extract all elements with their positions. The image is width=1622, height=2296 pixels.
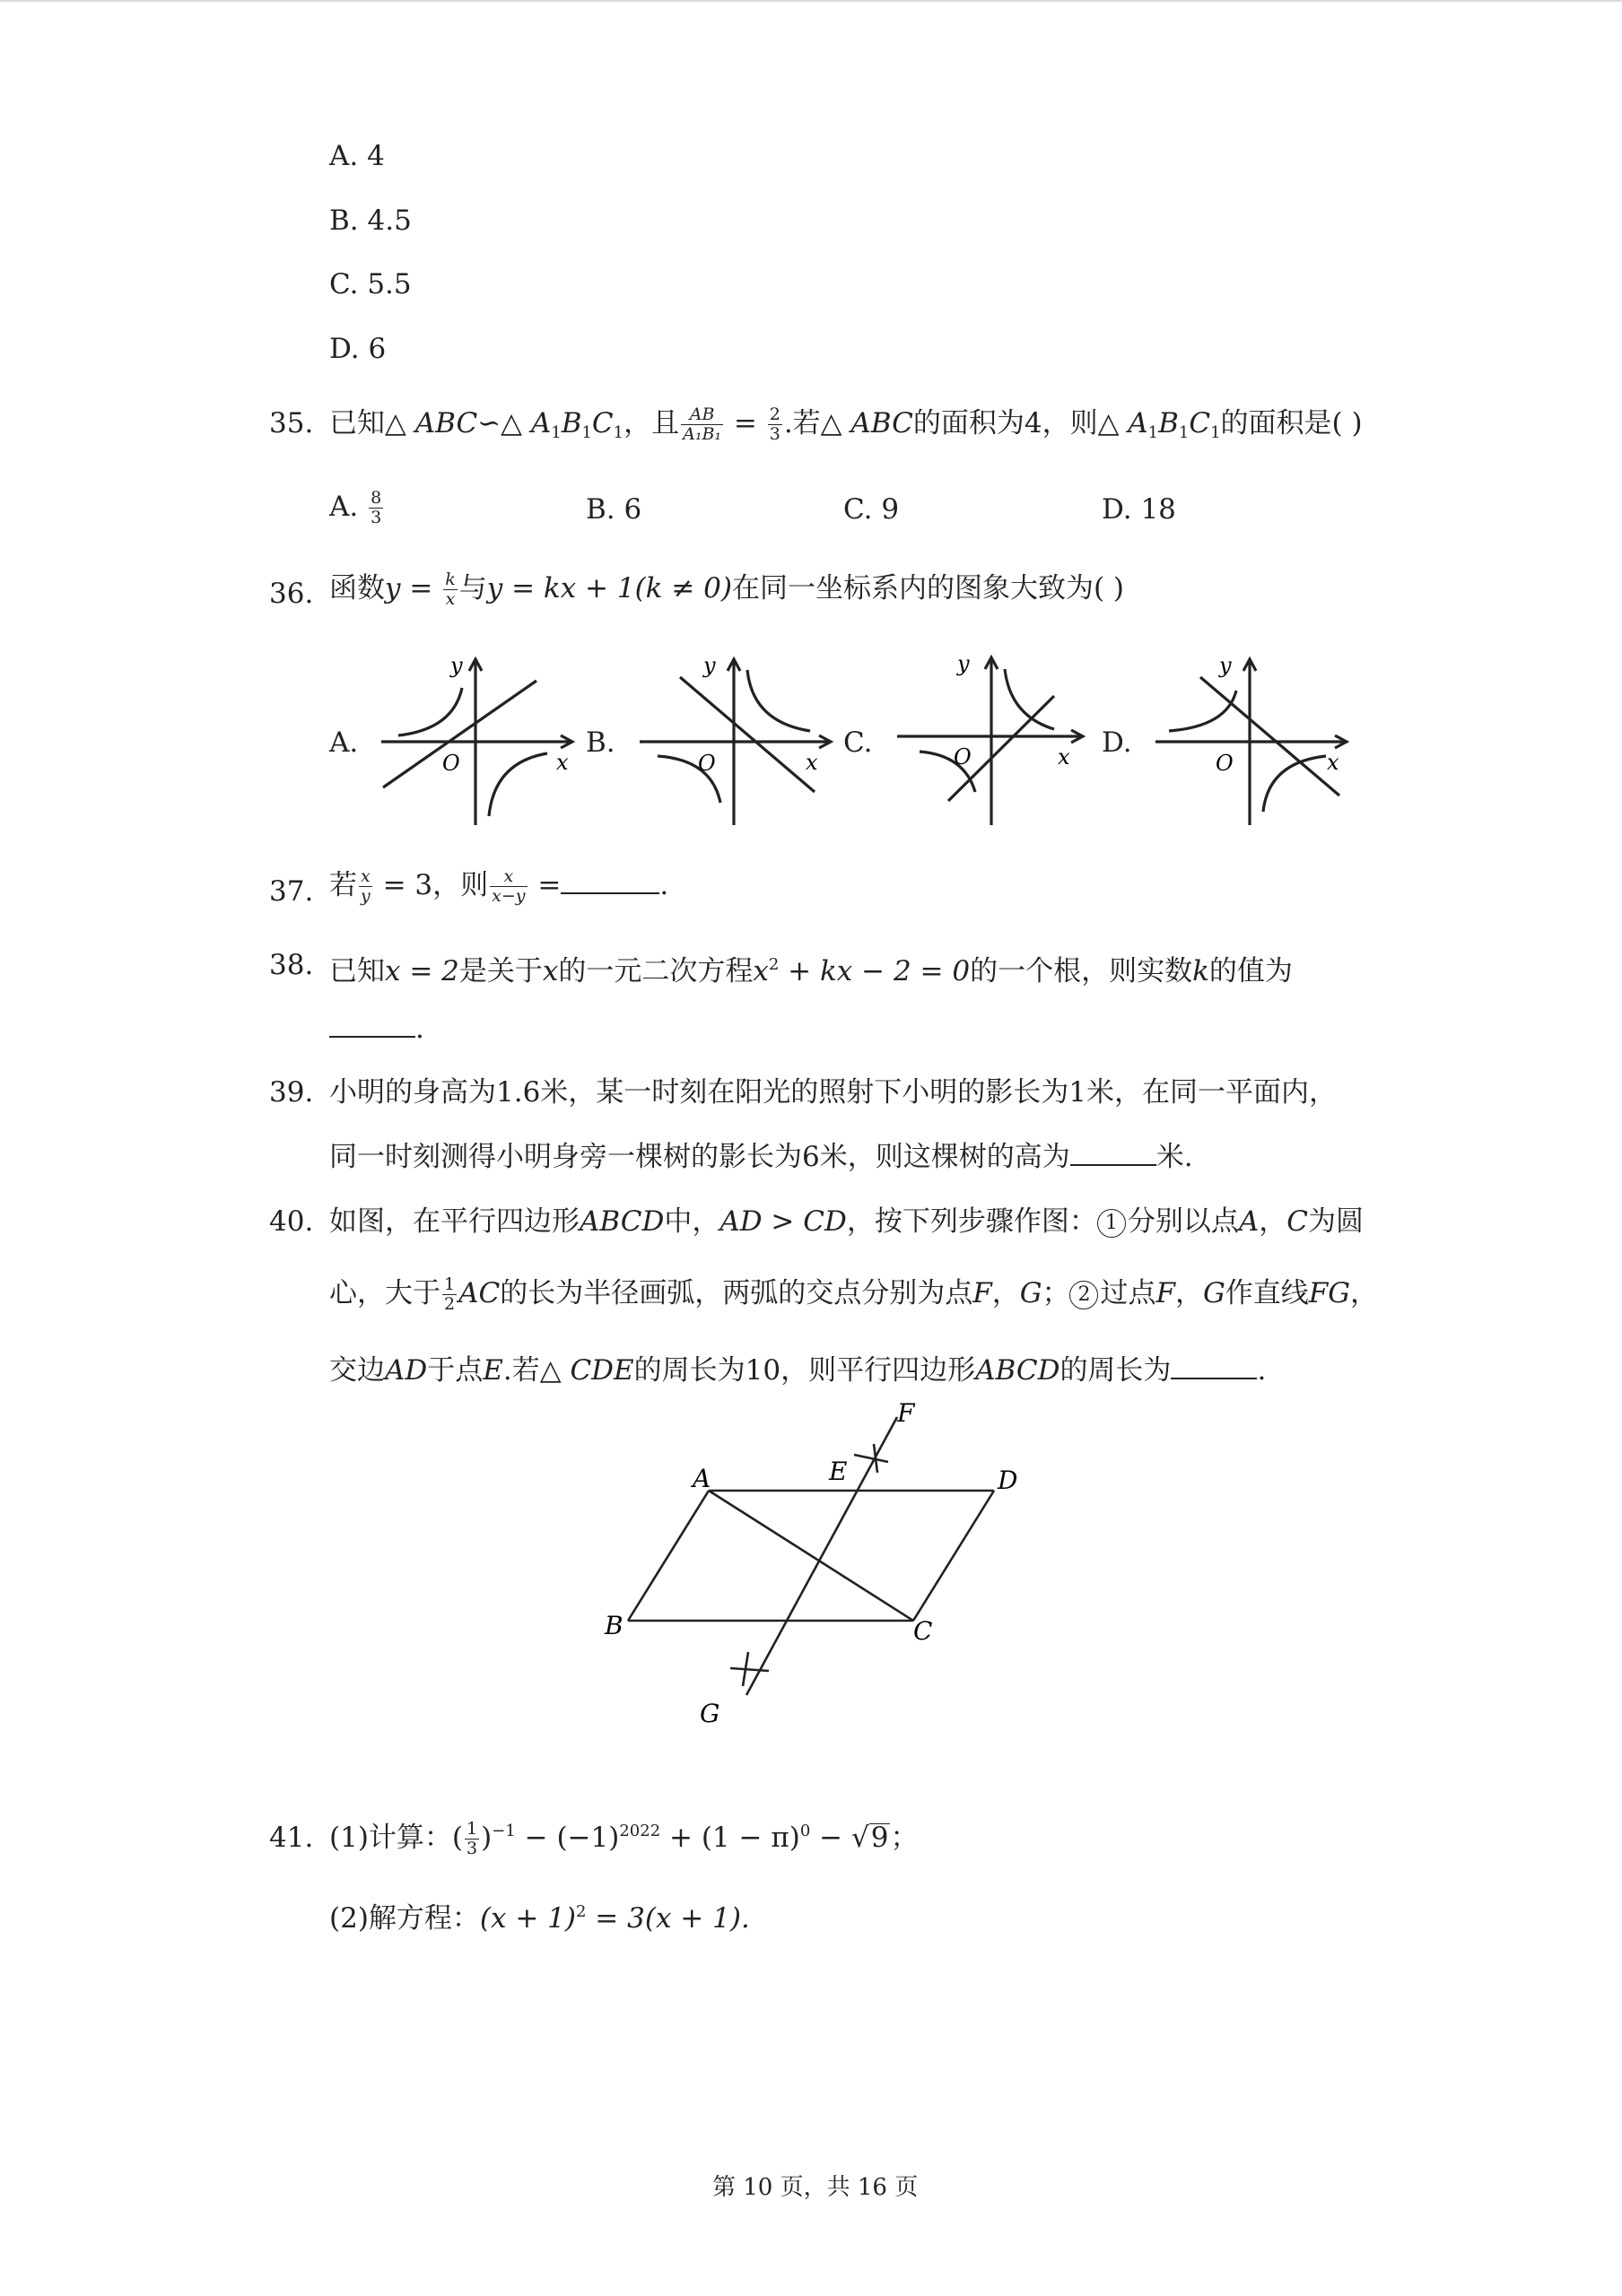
option-a-prev: A. 4	[329, 140, 385, 172]
page-footer: 第 10 页，共 16 页	[712, 2174, 919, 2201]
q36-graph-c	[893, 644, 1099, 832]
q36-graph-a	[377, 650, 583, 830]
label-g: G	[700, 1699, 720, 1728]
q39-line1: 小明的身高为1.6米，某一时刻在阳光的照射下小明的影长为1米，在同一平面内，	[329, 1076, 1338, 1109]
option-d-prev: D. 6	[329, 333, 387, 365]
svg-text:y: y	[1219, 653, 1232, 678]
q37-stem: 若 $\frac{x}{y}$ = 3，则 $\frac{x}{x-y}$ = .	[329, 866, 669, 906]
segment-ab	[628, 1491, 709, 1621]
q36-graph-b	[635, 650, 842, 830]
svg-text:y: y	[703, 653, 716, 678]
svg-text:O: O	[954, 744, 972, 770]
q35-number: 35.	[269, 407, 314, 439]
q40-answer-blank[interactable]	[1171, 1352, 1257, 1379]
label-e: E	[829, 1457, 848, 1486]
q39-number: 39.	[269, 1076, 314, 1109]
segment-cd	[913, 1491, 994, 1621]
q37-number: 37.	[269, 875, 314, 908]
svg-text:x: x	[1058, 744, 1070, 770]
label-a: A	[693, 1464, 711, 1493]
q39-line2: 同一时刻测得小明身旁一棵树的影长为6米，则这棵树的高为 米.	[329, 1141, 1193, 1173]
svg-text:O: O	[442, 751, 460, 776]
q36-label-c: C.	[843, 726, 873, 759]
q38-answer-blank[interactable]	[329, 1011, 415, 1038]
q35-option-c: C. 9	[843, 493, 900, 526]
q39-answer-blank[interactable]	[1070, 1139, 1156, 1166]
q36-graph-d	[1151, 650, 1357, 830]
svg-text:y: y	[957, 651, 970, 676]
q35-option-a: A. $\frac{8}{3}$	[329, 488, 382, 527]
svg-text:x: x	[1327, 750, 1339, 775]
q36-number: 36.	[269, 578, 314, 610]
diagonal-ac	[709, 1491, 913, 1621]
label-f: F	[897, 1399, 915, 1428]
arc-g-1	[730, 1668, 769, 1671]
option-b-prev: B. 4.5	[329, 204, 412, 237]
q35-option-d: D. 18	[1102, 493, 1176, 526]
step-2-marker: 2	[1069, 1281, 1098, 1309]
label-d: D	[998, 1465, 1018, 1495]
q40-line3: 交边AD于点E.若△ CDE的周长为10，则平行四边形ABCD的周长为 .	[329, 1354, 1267, 1387]
q36-label-a: A.	[329, 726, 359, 759]
q40-line2: 心，大于 $\frac{1}{2}$ AC的长为半径画弧，两弧的交点分别为点F，G； 2 过点F，G作直线FG，	[329, 1274, 1379, 1314]
q41-part1: (1)计算：( $\frac{1}{3}$ )$^{-1} - (-1)^{2022} + (1 - \pi)^0 - √9$；	[329, 1819, 919, 1858]
q36-label-b: B.	[586, 726, 615, 759]
q40-parallelogram-figure	[592, 1399, 1059, 1740]
step-1-marker: 1	[1097, 1209, 1126, 1238]
label-b: B	[605, 1611, 624, 1640]
svg-text:x: x	[556, 750, 569, 775]
label-c: C	[913, 1616, 933, 1646]
q40-number: 40.	[269, 1205, 314, 1238]
option-c-prev: C. 5.5	[329, 268, 412, 300]
q41-number: 41.	[269, 1822, 314, 1854]
q35-ratio-fraction: $\frac{AB}{\text{A₁B₁}}$	[683, 404, 722, 444]
q40-line1: 如图，在平行四边形ABCD中，AD > CD，按下列步骤作图： 1 分别以点A，C为圆	[329, 1205, 1364, 1238]
q38-stem: 已知x = 2是关于x的一元二次方程$x^2$ + kx − 2 = 0的一个根，则实数k的值为	[329, 955, 1293, 987]
q36-label-d: D.	[1102, 726, 1132, 759]
q35-stem: 已知△ ABC∽△ $A_1B_1C_1$，且 $\frac{AB}{\text{A₁B₁}}$ = $\frac{2}{3}$ .若△ ABC的面积为4，则△ $A_1B_1C_1$的面积是( )	[329, 404, 1363, 444]
q38-answer-line: .	[329, 1011, 424, 1047]
q38-number: 38.	[269, 949, 314, 981]
svg-text:O: O	[1216, 751, 1234, 776]
svg-text:x: x	[806, 750, 818, 775]
q37-answer-blank[interactable]	[561, 867, 659, 894]
q41-part2: (2)解方程：$(x + 1)^2 = 3(x + 1)$.	[329, 1902, 750, 1935]
q36-stem: 函数y = $\frac{k}{x}$ 与y = kx + 1(k ≠ 0)在同一坐标系内的图象大致为( )	[329, 570, 1125, 609]
svg-text:O: O	[698, 751, 716, 776]
arc-f-1	[854, 1455, 888, 1462]
q35-option-b: B. 6	[586, 493, 642, 526]
top-border	[0, 0, 1622, 2]
svg-text:y: y	[450, 653, 463, 678]
